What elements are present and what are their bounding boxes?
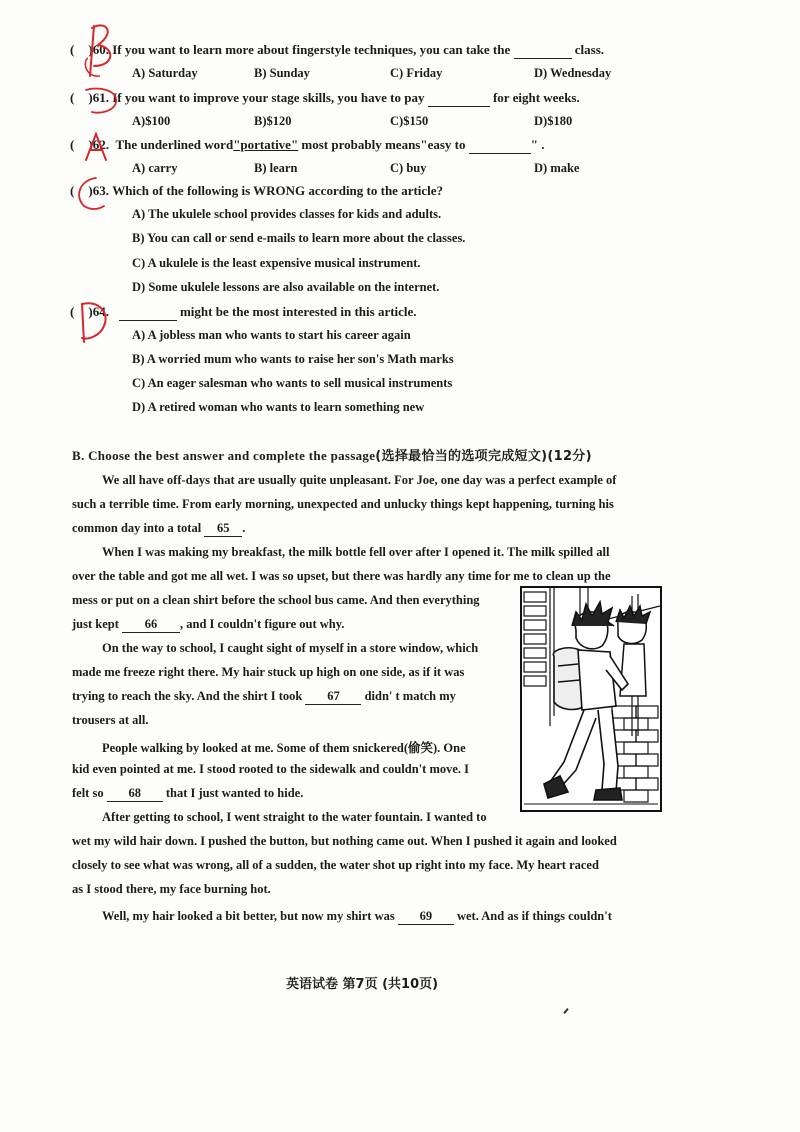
question-63: ( )63. Which of the following is WRONG according to the article? bbox=[70, 183, 444, 198]
passage-line: trousers at all. bbox=[72, 713, 149, 727]
answer-blank-61[interactable] bbox=[428, 90, 490, 107]
q64-option-d: D) A retired woman who wants to learn something new bbox=[132, 400, 425, 414]
cloze-blank-67[interactable]: 67 bbox=[305, 689, 361, 705]
answer-blank-60[interactable] bbox=[514, 42, 572, 59]
cloze-blank-66[interactable]: 66 bbox=[122, 617, 180, 633]
passage-line: made me freeze right there. My hair stuck up high on one side, as if it was bbox=[72, 665, 465, 679]
question-60: ( )60. If you want to learn more about fingerstyle techniques, you can take the class. bbox=[70, 42, 604, 57]
passage-line: On the way to school, I caught sight of myself in a store window, which bbox=[102, 641, 479, 655]
handwritten-answer-60 bbox=[78, 18, 122, 84]
passage-line: kid even pointed at me. I stood rooted to the sidewalk and couldn't move. I bbox=[72, 762, 470, 776]
stray-mark bbox=[563, 1008, 568, 1014]
q63-option-b: B) You can call or send e-mails to learn more about the classes. bbox=[132, 231, 466, 245]
q61-option-c: C)$150 bbox=[390, 114, 429, 128]
passage-line: as I stood there, my face burning hot. bbox=[72, 882, 271, 896]
q62-option-b: B) learn bbox=[254, 161, 298, 175]
q64-option-c: C) An eager salesman who wants to sell musical instruments bbox=[132, 376, 453, 390]
passage-line: When I was making my breakfast, the milk bottle fell over after I opened it. The milk spilled all bbox=[102, 545, 610, 559]
q61-option-d: D)$180 bbox=[534, 114, 573, 128]
q60-option-b: B) Sunday bbox=[254, 66, 310, 80]
handwritten-answer-64 bbox=[74, 298, 114, 348]
q63-option-d: D) Some ukulele lessons are also available on the internet. bbox=[132, 280, 440, 294]
underlined-word: "portative" bbox=[233, 137, 299, 152]
q63-option-a: A) The ukulele school provides classes for kids and adults. bbox=[132, 207, 442, 221]
page-footer: 英语试卷 第7页 (共10页) bbox=[286, 977, 439, 992]
cloze-blank-65[interactable]: 65 bbox=[204, 521, 242, 537]
question-62: ( )62. The underlined word"portative" most probably means"easy to " . bbox=[70, 137, 545, 152]
q64-option-b: B) A worried mum who wants to raise her son's Math marks bbox=[132, 352, 454, 366]
passage-line: People walking by looked at me. Some of them snickered(偷笑). One bbox=[102, 741, 466, 755]
handwritten-tick-61 bbox=[82, 84, 126, 122]
question-64: ( )64. might be the most interested in this article. bbox=[70, 304, 417, 319]
q60-option-d: D) Wednesday bbox=[534, 66, 612, 80]
passage-line: We all have off-days that are usually quite unpleasant. For Joe, one day was a perfect example of bbox=[102, 473, 617, 487]
passage-line: wet my wild hair down. I pushed the button, but nothing came out. When I pushed it again and looked bbox=[72, 834, 617, 848]
q63-option-c: C) A ukulele is the least expensive musical instrument. bbox=[132, 256, 421, 270]
question-61: ( )61. If you want to improve your stage skills, you have to pay for eight weeks. bbox=[70, 90, 580, 105]
q62-option-d: D) make bbox=[534, 161, 580, 175]
passage-line: such a terrible time. From early morning, unexpected and unlucky things kept happening, turning his bbox=[72, 497, 614, 511]
q62-option-c: C) buy bbox=[390, 161, 427, 175]
passage-line: common day into a total 65 . bbox=[72, 521, 246, 535]
q61-option-a: A)$100 bbox=[132, 114, 171, 128]
q60-option-a: A) Saturday bbox=[132, 66, 198, 80]
passage-line: mess or put on a clean shirt before the school bus came. And then everything bbox=[72, 593, 480, 607]
q61-option-b: B)$120 bbox=[254, 114, 292, 128]
passage-line: trying to reach the sky. And the shirt I took 67 didn' t match my bbox=[72, 689, 456, 703]
boy-at-store-window-illustration bbox=[520, 586, 662, 816]
cloze-blank-68[interactable]: 68 bbox=[107, 786, 163, 802]
passage-line: After getting to school, I went straight to the water fountain. I wanted to bbox=[102, 810, 487, 824]
q60-option-c: C) Friday bbox=[390, 66, 443, 80]
passage-line: closely to see what was wrong, all of a sudden, the water shot up right into my face. My heart raced bbox=[72, 858, 599, 872]
passage-line: Well, my hair looked a bit better, but now my shirt was 69 wet. And as if things couldn't bbox=[102, 909, 612, 923]
passage-line: over the table and got me all wet. I was so upset, but there was hardly any time for me to clean up the bbox=[72, 569, 611, 583]
passage-line: felt so 68 that I just wanted to hide. bbox=[72, 786, 304, 800]
answer-blank-64[interactable] bbox=[119, 304, 177, 321]
q62-option-a: A) carry bbox=[132, 161, 178, 175]
q64-option-a: A) A jobless man who wants to start his career again bbox=[132, 328, 411, 342]
handwritten-answer-62 bbox=[82, 132, 112, 166]
answer-blank-62[interactable] bbox=[469, 137, 531, 154]
passage-line: just kept 66 , and I couldn't figure out why. bbox=[72, 617, 345, 631]
handwritten-tick-63 bbox=[74, 176, 114, 216]
cloze-blank-69[interactable]: 69 bbox=[398, 909, 454, 925]
section-b-heading: B. Choose the best answer and complete the passage(选择最恰当的选项完成短文)(12分) bbox=[72, 448, 592, 464]
